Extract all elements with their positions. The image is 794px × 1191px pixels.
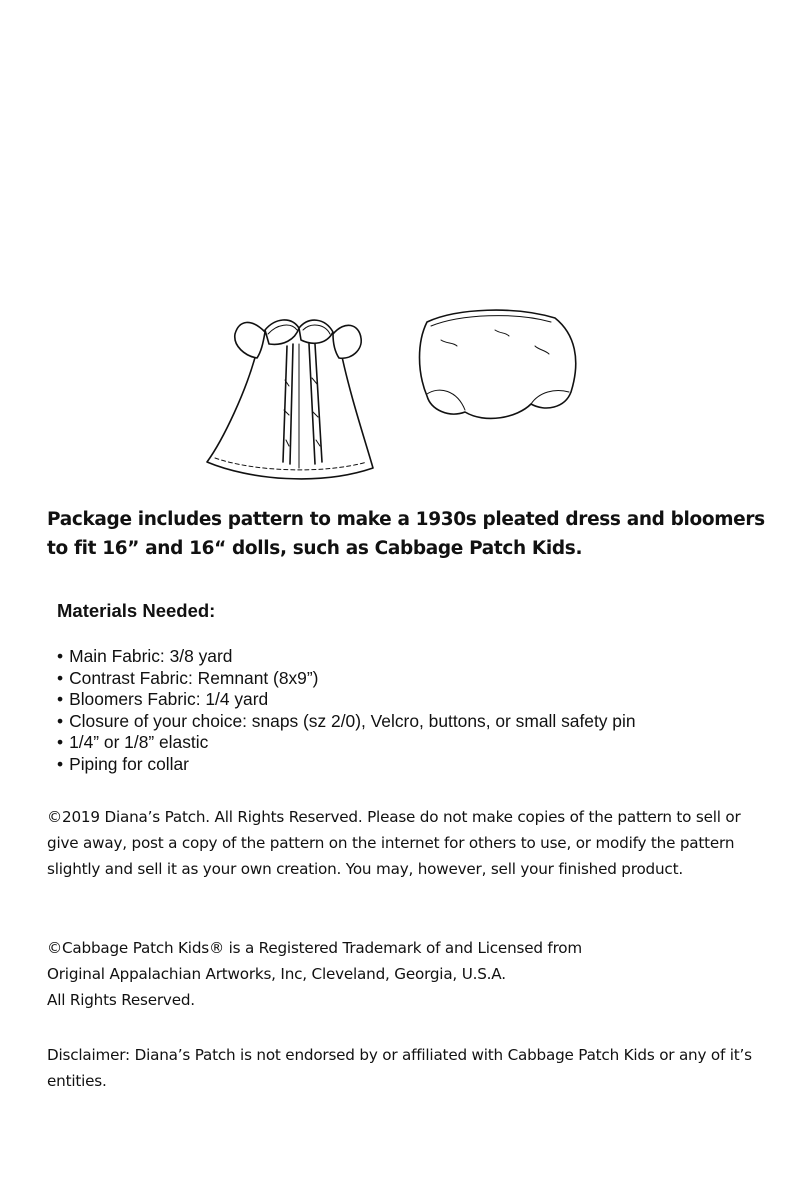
copyright-notice: ©2019 Diana’s Patch. All Rights Reserved. Please do not make copies of the pattern to sell or give away, post a copy of the pattern on the internet for others to use, or modify the pattern slightly and sell it as your own creation. You may, however, sell your finished product. xyxy=(47,808,741,879)
bloomers-drawing-icon xyxy=(420,310,576,418)
materials-item: • Closure of your choice: snaps (sz 2/0), Velcro, buttons, or small safety pin xyxy=(57,711,636,733)
materials-list xyxy=(57,646,636,775)
dress-drawing-icon xyxy=(207,320,373,479)
materials-item: • Bloomers Fabric: 1/4 yard xyxy=(57,689,636,711)
materials-item: • Contrast Fabric: Remnant (8x9”) xyxy=(57,668,636,690)
disclaimer-notice: Disclaimer: Diana’s Patch is not endorsed by or affiliated with Cabbage Patch Kids or any of it’s entities. xyxy=(47,1046,752,1091)
package-description: Package includes pattern to make a 1930s pleated dress and bloomers to fit 16” and 16“ dolls, such as Cabbage Patch Kids. xyxy=(47,509,765,559)
materials-heading: Materials Needed: xyxy=(57,600,216,621)
trademark-notice: ©Cabbage Patch Kids® is a Registered Trademark of and Licensed from Original Appalachian Artworks, Inc, Cleveland, Georgia, U.S.A. All Rights Reserved. xyxy=(47,939,582,1010)
garment-illustration xyxy=(195,300,595,500)
materials-item: • 1/4” or 1/8” elastic xyxy=(57,732,636,754)
materials-item: • Piping for collar xyxy=(57,754,636,776)
materials-item: • Main Fabric: 3/8 yard xyxy=(57,646,636,668)
